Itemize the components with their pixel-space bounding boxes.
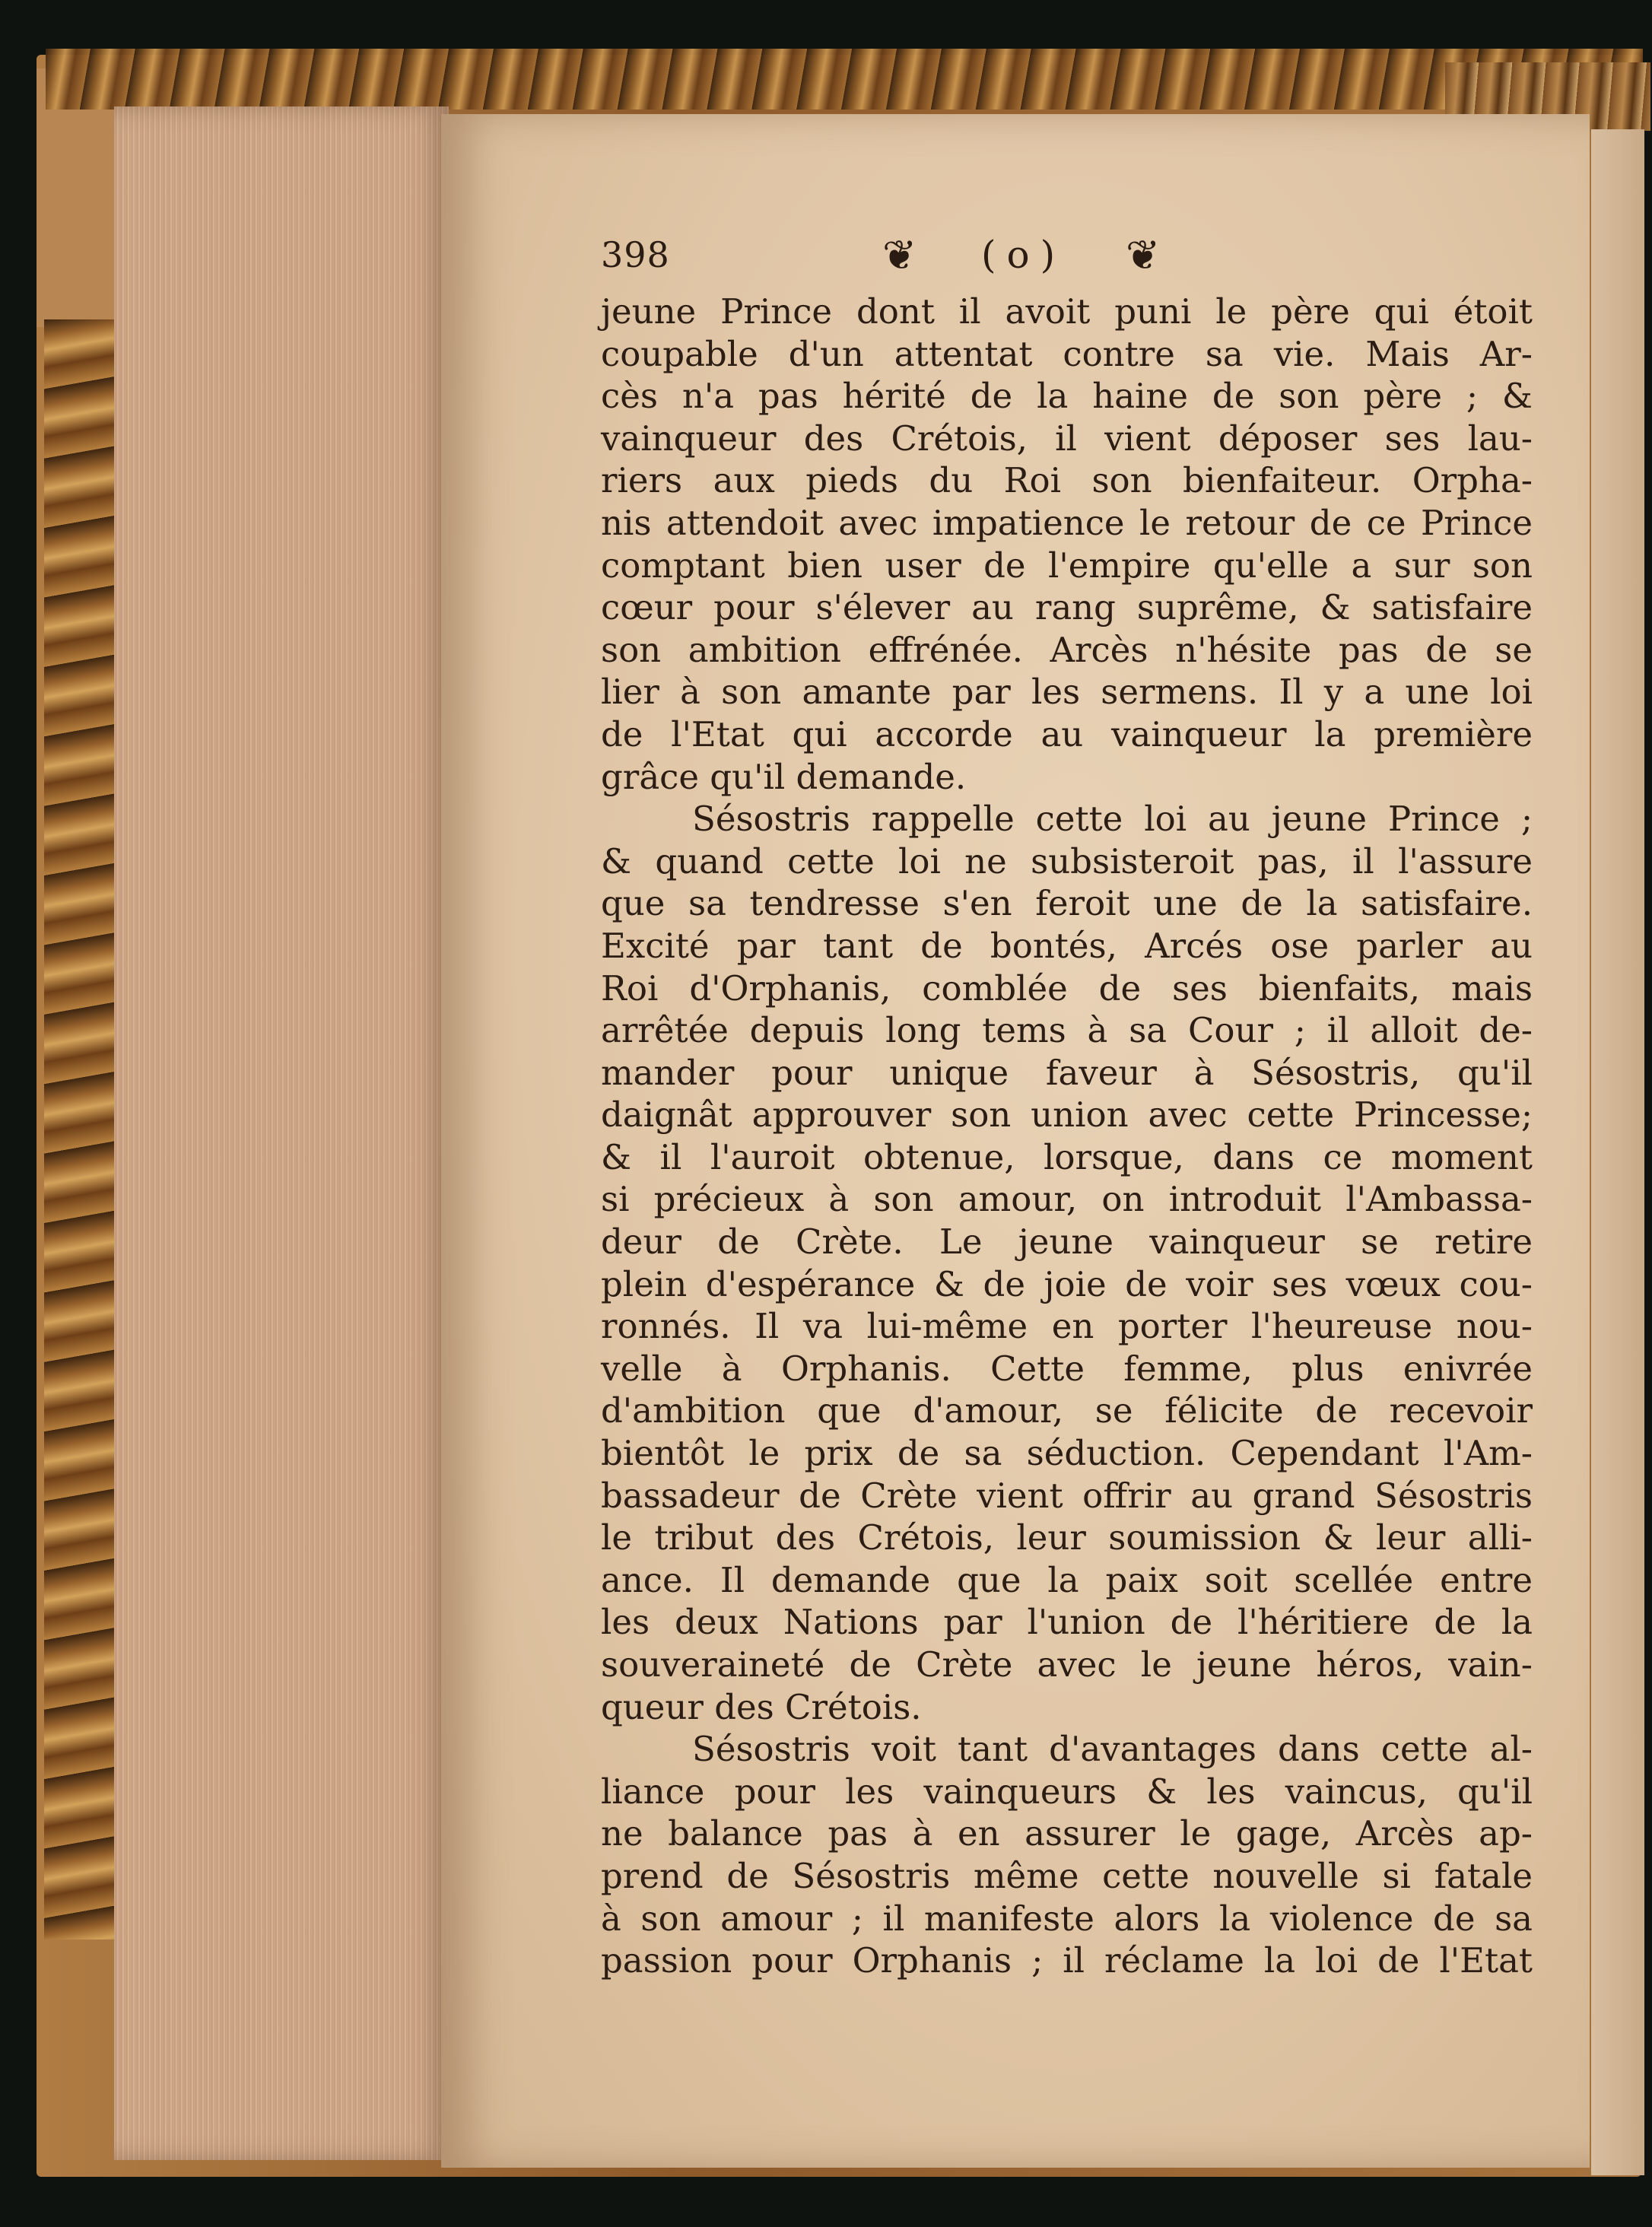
page-edges — [114, 106, 449, 2160]
text-line: Sésostris rappelle cette loi au jeune Prince ; — [692, 799, 1533, 840]
text-line: les deux Nations par l'union de l'héritiere de la — [601, 1602, 1533, 1643]
text-line: lier à son amante par les sermens. Il y a une loi — [601, 672, 1533, 713]
text-line: passion pour Orphanis ; il réclame la loi de l'Etat — [601, 1940, 1533, 1981]
text-line: son ambition effrénée. Arcès n'hésite pas de se — [601, 629, 1533, 670]
text-line: de l'Etat qui accorde au vainqueur la première — [601, 713, 1533, 755]
text-line: comptant bien user de l'empire qu'elle a sur son — [601, 545, 1533, 586]
text-line: ne balance pas à en assurer le gage, Arcès ap- — [601, 1813, 1533, 1854]
text-line: jeune Prince dont il avoit puni le père qui étoit — [601, 291, 1533, 332]
text-line: ance. Il demande que la paix soit scellée entre — [601, 1559, 1533, 1600]
text-line: Sésostris voit tant d'avantages dans cette al- — [692, 1729, 1533, 1770]
text-line: & quand cette loi ne subsisteroit pas, il l'assure — [601, 840, 1533, 882]
page-number: 398 — [601, 234, 670, 275]
text-line: cœur pour s'élever au rang suprême, & satisfaire — [601, 587, 1533, 628]
text-line: d'ambition que d'amour, se félicite de recevoir — [601, 1390, 1533, 1431]
text-line: ronnés. Il va lui-même en porter l'heureuse nou- — [601, 1306, 1533, 1347]
text-line: arrêtée depuis long tems à sa Cour ; il alloit de- — [601, 1010, 1533, 1051]
text-line: bientôt le prix de sa séduction. Cependant l'Am- — [601, 1433, 1533, 1474]
text-line: prend de Sésostris même cette nouvelle si fatale — [601, 1855, 1533, 1896]
text-line: liance pour les vainqueurs & les vaincus, qu'il — [601, 1771, 1533, 1812]
text-line: à son amour ; il manifeste alors la violence de sa — [601, 1898, 1533, 1939]
text-line: Roi d'Orphanis, comblée de ses bienfaits, mais — [601, 967, 1533, 1009]
marbled-board-top — [46, 49, 1643, 110]
text-line: riers aux pieds du Roi son bienfaiteur. Orpha- — [601, 460, 1533, 501]
ornament-left-icon: ❦ — [882, 231, 917, 279]
text-line: grâce qu'il demande. — [601, 756, 967, 797]
ornament-right-icon: ❦ — [1126, 231, 1161, 279]
text-line: souveraineté de Crète avec le jeune héros, vain- — [601, 1644, 1533, 1685]
text-line: que sa tendresse s'en feroit une de la satisfaire. — [601, 883, 1533, 924]
text-line: daignât approuver son union avec cette Princesse; — [601, 1094, 1533, 1136]
text-line: le tribut des Crétois, leur soumission & leur alli- — [601, 1517, 1533, 1558]
page-text — [601, 291, 1533, 1982]
text-line: si précieux à son amour, on introduit l'Ambassa- — [601, 1179, 1533, 1220]
text-line: nis attendoit avec impatience le retour de ce Prince — [601, 502, 1533, 543]
text-line: coupable d'un attentat contre sa vie. Mais Ar- — [601, 333, 1533, 374]
text-line: vainqueur des Crétois, il vient déposer ses lau- — [601, 418, 1533, 459]
text-line: mander pour unique faveur à Sésostris, qu'il — [601, 1052, 1533, 1093]
page-header — [601, 228, 1536, 281]
text-line: plein d'espérance & de joie de voir ses vœux cou- — [601, 1263, 1533, 1304]
text-line: deur de Crète. Le jeune vainqueur se retire — [601, 1222, 1533, 1263]
facing-page-edge — [1591, 129, 1644, 2175]
marbled-board-left — [44, 319, 114, 1939]
header-mark: (o) — [981, 233, 1066, 277]
text-line: bassadeur de Crète vient offrir au grand Sésostris — [601, 1475, 1533, 1516]
text-line: Excité par tant de bontés, Arcés ose parler au — [601, 925, 1533, 966]
text-line: & il l'auroit obtenue, lorsque, dans ce moment — [601, 1136, 1533, 1177]
text-line: queur des Crétois. — [601, 1686, 922, 1727]
text-line: velle à Orphanis. Cette femme, plus enivrée — [601, 1348, 1533, 1389]
text-line: cès n'a pas hérité de la haine de son père ; & — [601, 376, 1533, 417]
